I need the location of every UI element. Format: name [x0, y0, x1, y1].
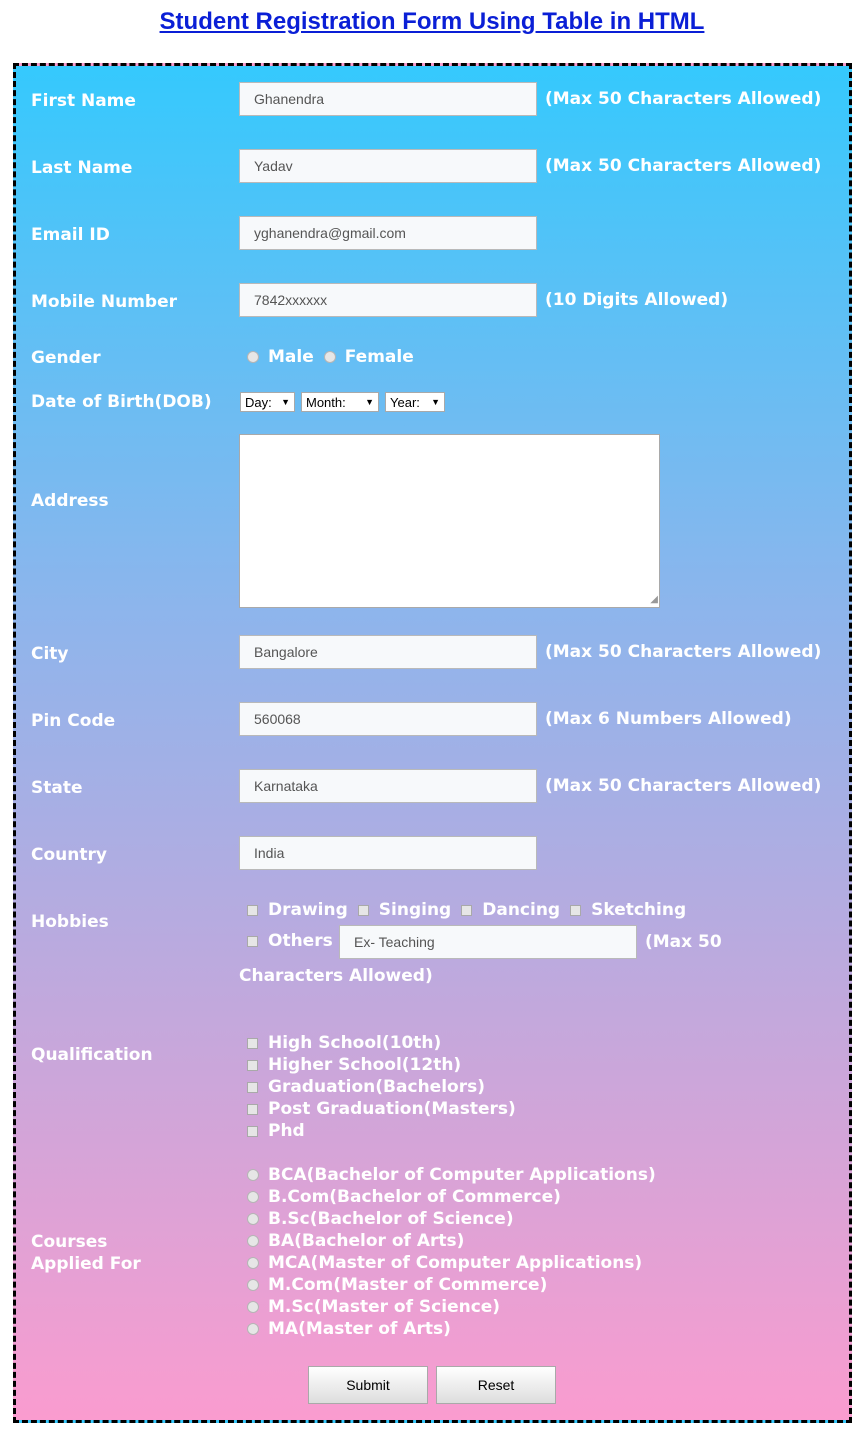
gender-option-male[interactable]	[241, 346, 414, 368]
city-input[interactable]	[239, 635, 537, 669]
qual-bachelors-checkbox[interactable]	[247, 1082, 258, 1093]
course-mcom-radio[interactable]	[247, 1279, 259, 1291]
dob-day-value: Day:	[245, 394, 272, 410]
gender-label: Gender	[31, 348, 101, 368]
course-mca-radio[interactable]	[247, 1257, 259, 1269]
course-option	[241, 1164, 656, 1186]
first-name-input[interactable]	[239, 82, 537, 116]
hobby-sketching-checkbox[interactable]	[570, 905, 581, 916]
city-label: City	[31, 644, 69, 664]
course-ba-radio[interactable]	[247, 1235, 259, 1247]
qualification-option	[241, 1054, 461, 1076]
email-input[interactable]	[239, 216, 537, 250]
hobby-others-input[interactable]	[339, 925, 637, 959]
course-msc-radio[interactable]	[247, 1301, 259, 1313]
dob-month-value: Month:	[306, 394, 346, 410]
hobby-singing-checkbox[interactable]	[358, 905, 369, 916]
chevron-down-icon: ▼	[281, 397, 290, 407]
pin-label: Pin Code	[31, 711, 116, 731]
course-option	[241, 1208, 514, 1230]
male-radio[interactable]	[247, 351, 259, 363]
course-ba-label: BA(Bachelor of Arts)	[268, 1231, 465, 1251]
qualification-option	[241, 1098, 516, 1120]
qual-10th-label: High School(10th)	[268, 1033, 442, 1053]
qual-bachelors-label: Graduation(Bachelors)	[268, 1077, 485, 1097]
course-option	[241, 1252, 642, 1274]
state-note: (Max 50 Characters Allowed)	[545, 776, 822, 796]
reset-button[interactable]: Reset	[436, 1366, 556, 1404]
email-label: Email ID	[31, 225, 110, 245]
hobby-drawing-checkbox[interactable]	[247, 905, 258, 916]
hobby-sketching-label: Sketching	[591, 900, 687, 920]
qual-12th-label: Higher School(12th)	[268, 1055, 462, 1075]
chevron-down-icon: ▼	[431, 397, 440, 407]
courses-label-cont: Applied For	[31, 1254, 141, 1274]
male-label: Male	[268, 347, 314, 367]
dob-label: Date of Birth(DOB)	[31, 392, 212, 412]
last-name-note: (Max 50 Characters Allowed)	[545, 156, 822, 176]
address-textarea[interactable]	[239, 434, 660, 608]
qual-12th-checkbox[interactable]	[247, 1060, 258, 1071]
submit-button[interactable]: Submit	[308, 1366, 428, 1404]
course-ma-radio[interactable]	[247, 1323, 259, 1335]
course-msc-label: M.Sc(Master of Science)	[268, 1297, 501, 1317]
city-note: (Max 50 Characters Allowed)	[545, 642, 822, 662]
female-radio[interactable]	[324, 351, 336, 363]
course-option	[241, 1230, 464, 1252]
hobbies-label: Hobbies	[31, 912, 109, 932]
hobby-others-checkbox[interactable]	[247, 936, 258, 947]
dob-month-select[interactable]	[301, 392, 379, 412]
course-bca-label: BCA(Bachelor of Computer Applications)	[268, 1165, 656, 1185]
hobby-others-note: (Max 50	[645, 932, 722, 952]
course-mca-label: MCA(Master of Computer Applications)	[268, 1253, 643, 1273]
country-input[interactable]	[239, 836, 537, 870]
dob-year-value: Year:	[390, 394, 420, 410]
hobby-others-note-cont: Characters Allowed)	[239, 966, 433, 986]
hobbies-row-1	[241, 899, 686, 921]
qual-phd-checkbox[interactable]	[247, 1126, 258, 1137]
course-ma-label: MA(Master of Arts)	[268, 1319, 451, 1339]
country-label: Country	[31, 845, 107, 865]
course-bcom-radio[interactable]	[247, 1191, 259, 1203]
hobby-dancing-checkbox[interactable]	[461, 905, 472, 916]
hobbies-row-2	[241, 930, 333, 952]
course-mcom-label: M.Com(Master of Commerce)	[268, 1275, 548, 1295]
qualification-option	[241, 1076, 485, 1098]
dob-year-select[interactable]	[385, 392, 445, 412]
course-bca-radio[interactable]	[247, 1169, 259, 1181]
chevron-down-icon: ▼	[365, 397, 374, 407]
female-label: Female	[344, 347, 414, 367]
course-bsc-radio[interactable]	[247, 1213, 259, 1225]
first-name-label: First Name	[31, 91, 136, 111]
pin-input[interactable]	[239, 702, 537, 736]
qual-masters-checkbox[interactable]	[247, 1104, 258, 1115]
address-label: Address	[31, 491, 109, 511]
qualification-option	[241, 1120, 305, 1142]
state-label: State	[31, 778, 83, 798]
course-option	[241, 1318, 451, 1340]
page-title[interactable]: Student Registration Form Using Table in HTML	[159, 8, 705, 35]
mobile-label: Mobile Number	[31, 292, 177, 312]
qualification-option	[241, 1032, 441, 1054]
first-name-note: (Max 50 Characters Allowed)	[545, 89, 822, 109]
courses-label: Courses	[31, 1232, 108, 1252]
course-bsc-label: B.Sc(Bachelor of Science)	[268, 1209, 514, 1229]
course-option	[241, 1274, 547, 1296]
hobby-dancing-label: Dancing	[482, 900, 561, 920]
pin-note: (Max 6 Numbers Allowed)	[545, 709, 792, 729]
course-option	[241, 1296, 500, 1318]
course-bcom-label: B.Com(Bachelor of Commerce)	[268, 1187, 561, 1207]
last-name-input[interactable]	[239, 149, 537, 183]
qualification-label: Qualification	[31, 1045, 153, 1065]
qual-10th-checkbox[interactable]	[247, 1038, 258, 1049]
registration-form	[13, 63, 852, 1423]
hobby-drawing-label: Drawing	[268, 900, 348, 920]
last-name-label: Last Name	[31, 158, 133, 178]
qual-masters-label: Post Graduation(Masters)	[268, 1099, 516, 1119]
mobile-input[interactable]	[239, 283, 537, 317]
dob-day-select[interactable]	[240, 392, 295, 412]
course-option	[241, 1186, 561, 1208]
hobby-singing-label: Singing	[378, 900, 452, 920]
qual-phd-label: Phd	[268, 1121, 305, 1141]
mobile-note: (10 Digits Allowed)	[545, 290, 729, 310]
hobby-others-label: Others	[268, 931, 333, 951]
resize-grip-icon[interactable]: ◢	[650, 594, 658, 605]
state-input[interactable]	[239, 769, 537, 803]
